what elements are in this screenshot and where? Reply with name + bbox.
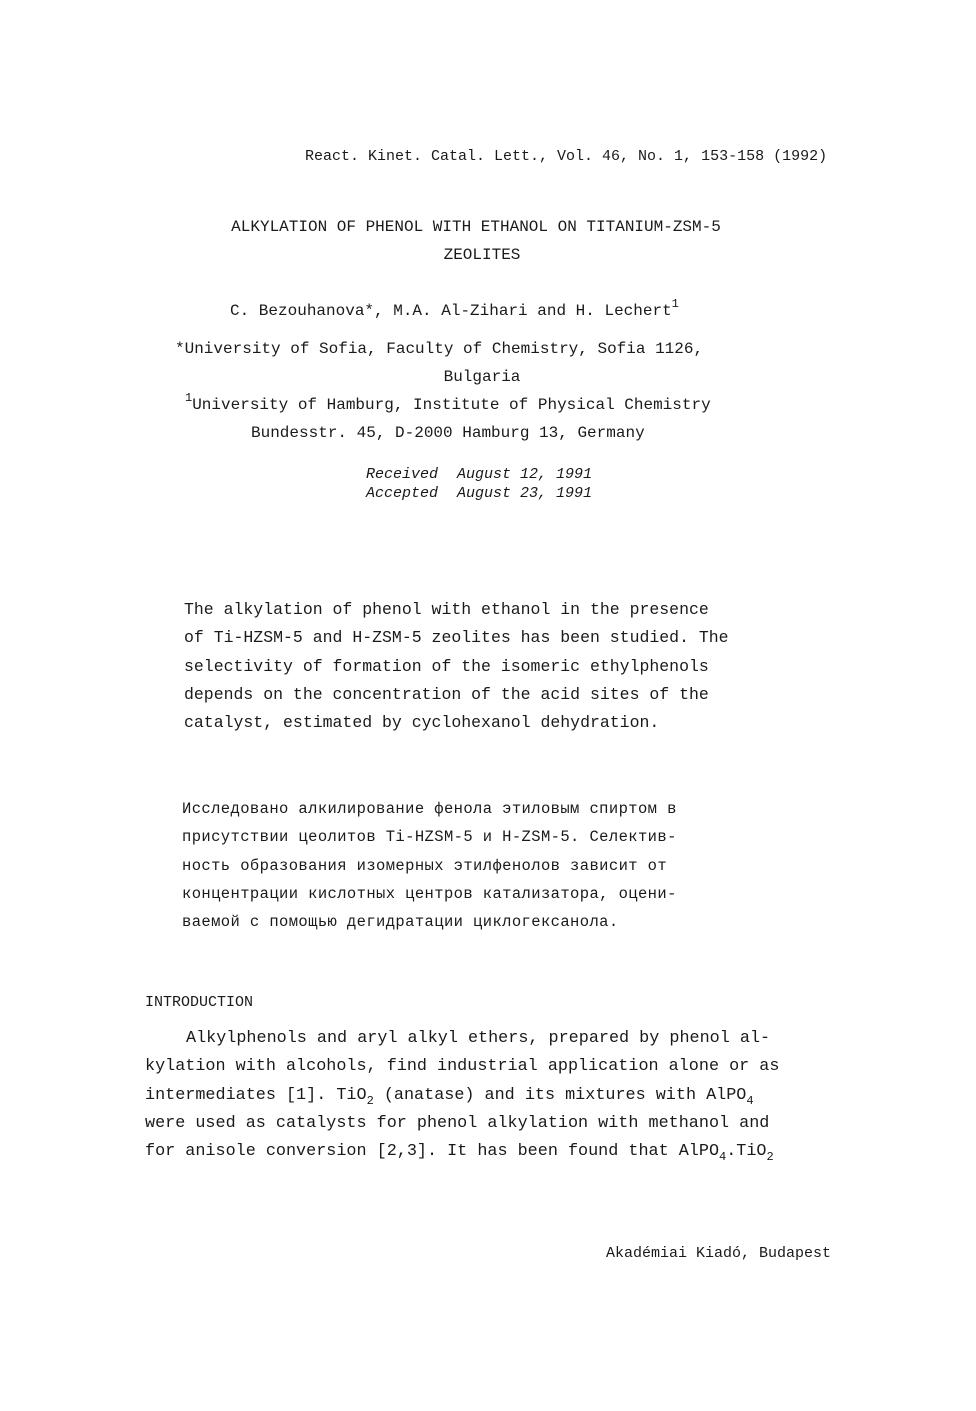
subscript: 2 bbox=[766, 1150, 774, 1165]
authors-text: C. Bezouhanova*, M.A. Al-Zihari and H. Lechert bbox=[230, 302, 672, 320]
intro-line bbox=[145, 1082, 779, 1110]
authors-superscript: 1 bbox=[671, 297, 679, 311]
abstract-ru-line: присутствии цеолитов Ti-HZSM-5 и H-ZSM-5. Селектив- bbox=[182, 828, 677, 847]
introduction-heading: INTRODUCTION bbox=[145, 994, 254, 1011]
article-title-line1: ALKYLATION OF PHENOL WITH ETHANOL ON TITANIUM-ZSM-5 bbox=[231, 218, 721, 236]
publisher-footer: Akadémiai Kiadó, Budapest bbox=[606, 1245, 832, 1262]
abstract-ru-line: ность образования изомерных этилфенолов зависит от bbox=[182, 856, 668, 875]
accepted-date-line bbox=[366, 485, 592, 502]
abstract-en-line: The alkylation of phenol with ethanol in the presence bbox=[184, 600, 709, 619]
accepted-label: Accepted bbox=[366, 485, 439, 502]
abstract-en-line: depends on the concentration of the acid sites of the bbox=[184, 684, 709, 704]
accepted-date: August 23, 1991 bbox=[457, 485, 593, 502]
introduction-body bbox=[145, 1025, 779, 1166]
received-label: Received bbox=[366, 466, 439, 483]
subscript: 2 bbox=[366, 1093, 374, 1108]
received-date: August 12, 1991 bbox=[457, 466, 593, 483]
abstract-en-line: of Ti-HZSM-5 and H-ZSM-5 zeolites has been studied. The bbox=[184, 628, 729, 648]
intro-line bbox=[145, 1138, 779, 1166]
received-date-line bbox=[366, 466, 592, 483]
intro-text: for anisole conversion [2,3]. It has been found that AlPO bbox=[145, 1142, 720, 1162]
intro-line: kylation with alcohols, find industrial application alone or as bbox=[145, 1057, 780, 1077]
intro-text: .TiO bbox=[726, 1142, 767, 1162]
intro-text: intermediates [1]. TiO bbox=[145, 1085, 367, 1105]
subscript: 4 bbox=[719, 1150, 727, 1165]
affiliation-superscript: 1 bbox=[185, 391, 193, 405]
intro-text: (anatase) and its mixtures with AlPO bbox=[373, 1085, 747, 1105]
abstract-en-line: selectivity of formation of the isomeric ethylphenols bbox=[184, 656, 709, 676]
affiliation-sofia-line2: Bulgaria bbox=[443, 368, 521, 386]
abstract-ru-line: ваемой с помощью дегидратации циклогексанола. bbox=[182, 913, 619, 932]
abstract-russian bbox=[182, 795, 677, 936]
intro-line: were used as catalysts for phenol alkylation with methanol and bbox=[145, 1113, 770, 1133]
abstract-ru-line: концентрации кислотных центров катализатора, оцени- bbox=[182, 884, 677, 903]
article-title-line2: ZEOLITES bbox=[443, 246, 521, 264]
authors bbox=[230, 297, 679, 320]
abstract-ru-line: Исследовано алкилирование фенола этиловым спиртом в bbox=[182, 800, 677, 818]
abstract-english bbox=[184, 596, 729, 737]
journal-citation: React. Kinet. Catal. Lett., Vol. 46, No. 1, 153-158 (1992) bbox=[305, 148, 828, 165]
abstract-en-line: catalyst, estimated by cyclohexanol dehydration. bbox=[184, 713, 660, 733]
affiliation-sofia-line1: *University of Sofia, Faculty of Chemistry, Sofia 1126, bbox=[175, 340, 704, 358]
affiliation-hamburg-line1 bbox=[185, 391, 711, 414]
intro-line: Alkylphenols and aryl alkyl ethers, prepared by phenol al- bbox=[186, 1029, 771, 1048]
subscript: 4 bbox=[746, 1093, 754, 1108]
affiliation-hamburg-line2: Bundesstr. 45, D-2000 Hamburg 13, Germany bbox=[251, 424, 645, 442]
affiliation-hamburg-text: University of Hamburg, Institute of Physical Chemistry bbox=[192, 396, 711, 414]
